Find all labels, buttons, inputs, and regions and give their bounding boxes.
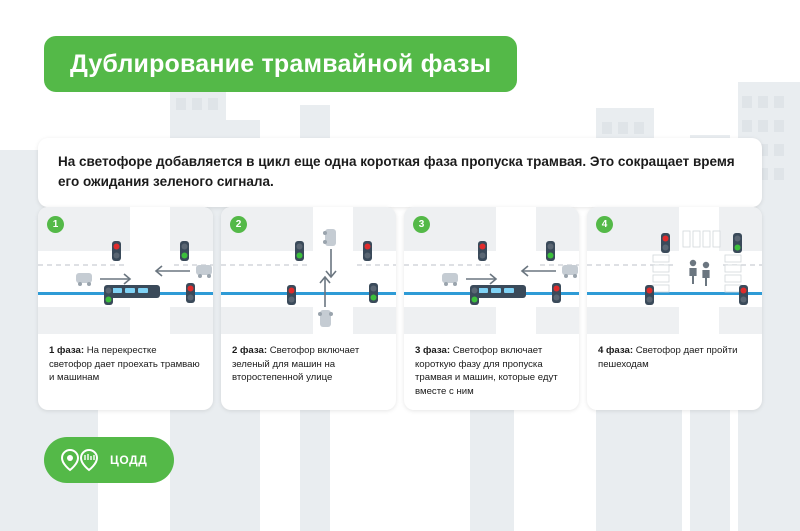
phase-3-diagram [404, 207, 579, 334]
phase-caption-3-label: 3 фаза: [415, 345, 451, 356]
page-title: Дублирование трамвайной фазы [70, 49, 492, 78]
traffic-light-top-right [180, 241, 189, 261]
traffic-light-top-left [661, 233, 670, 253]
phase-panel-4 [587, 207, 762, 410]
traffic-light-bottom-left [287, 285, 296, 305]
traffic-light-top-right [546, 241, 555, 261]
phase-1-illustration [38, 207, 213, 334]
phase-caption-1-text: На перекрестке светофор дает проехать трамваю и машинам [49, 345, 200, 384]
lead-description-card [38, 138, 762, 207]
traffic-light-bottom-right [186, 283, 195, 303]
phase-badge-2: 2 [230, 216, 247, 233]
phase-caption-1-label: 1 фаза: [49, 345, 85, 356]
codd-logo-badge [44, 437, 174, 483]
phase-2-diagram [221, 207, 396, 334]
traffic-light-bottom-right [552, 283, 561, 303]
phase-panel-1 [38, 207, 213, 410]
phase-caption-4-text: Светофор дает пройти пешеходам [598, 345, 738, 370]
phase-2-illustration [221, 207, 396, 334]
phase-caption-4 [587, 334, 762, 406]
phase-badge-3: 3 [413, 216, 430, 233]
traffic-light-bottom-left [645, 285, 654, 305]
traffic-light-bottom-right [369, 283, 378, 303]
phase-panels [38, 207, 762, 410]
phase-badge-4: 4 [596, 216, 613, 233]
phase-caption-2-label: 2 фаза: [232, 345, 268, 356]
traffic-light-bottom-right [739, 285, 748, 305]
traffic-light-top-right [733, 233, 742, 253]
phase-caption-1 [38, 334, 213, 406]
phase-caption-4-label: 4 фаза: [598, 345, 634, 356]
phase-caption-3-text: Светофор включает короткую фазу для пропуска трамвая и машин, которые едут вместе с ним [415, 345, 558, 397]
traffic-light-top-left [295, 241, 304, 261]
phase-caption-2 [221, 334, 396, 406]
phase-caption-2-text: Светофор включает зеленый для машин на второстепенной улице [232, 345, 360, 384]
car-bottom-icon [318, 310, 333, 327]
phase-panel-2 [221, 207, 396, 410]
traffic-light-top-left [112, 241, 121, 261]
tram-icon [108, 285, 160, 298]
phase-badge-1: 1 [47, 216, 64, 233]
phase-caption-3 [404, 334, 579, 410]
traffic-light-top-left [478, 241, 487, 261]
tram-icon [474, 285, 526, 298]
phase-4-illustration [587, 207, 762, 334]
traffic-light-bottom-left [470, 285, 479, 305]
codd-logo-text: ЦОДД [110, 453, 148, 467]
phase-3-illustration [404, 207, 579, 334]
phase-panel-3 [404, 207, 579, 410]
traffic-light-top-right [363, 241, 372, 261]
codd-logo-icon [58, 447, 102, 473]
traffic-light-bottom-left [104, 285, 113, 305]
poster-title-banner [44, 36, 517, 92]
lead-description-text: На светофоре добавляется в цикл еще одна короткая фаза пропуска трамвая. Это сокращает время его ожидания зеленого сигнала. [58, 154, 735, 189]
phase-1-diagram [38, 207, 213, 334]
phase-4-diagram [587, 207, 762, 334]
